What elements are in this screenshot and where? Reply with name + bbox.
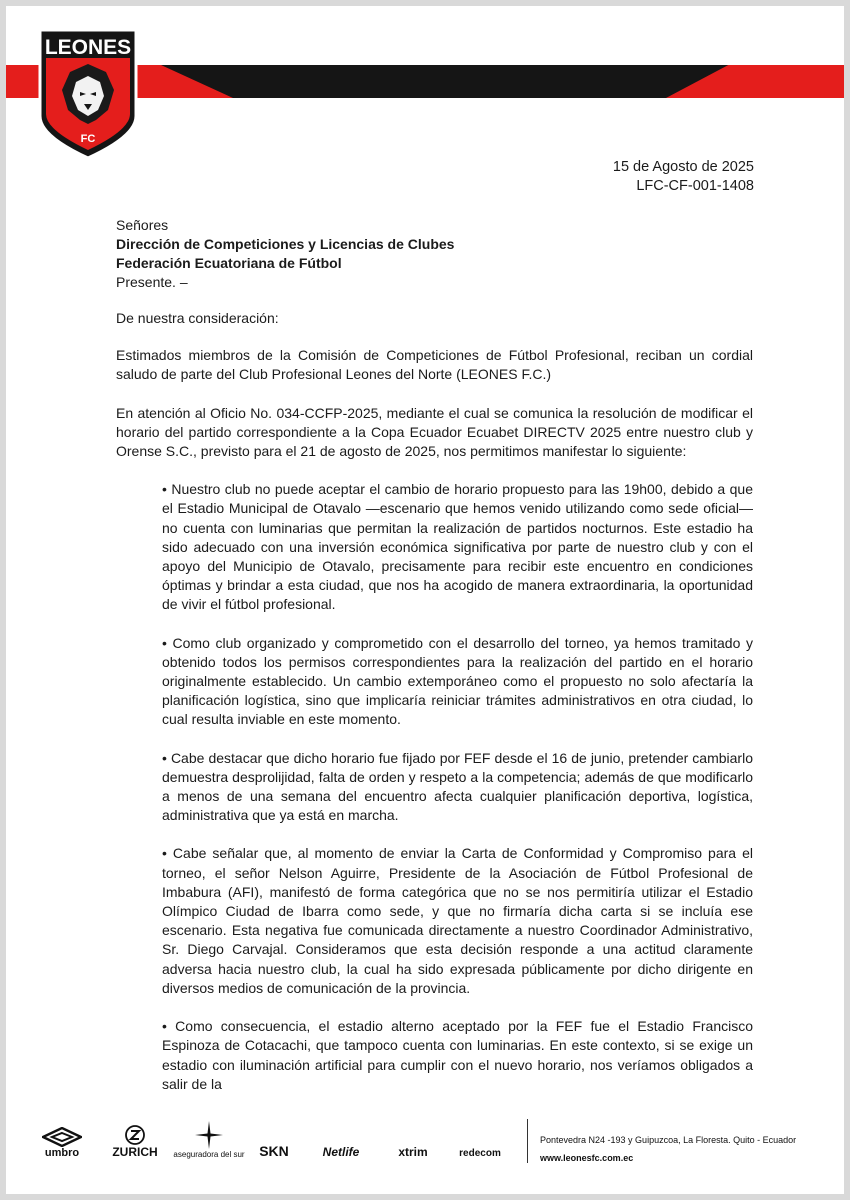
bullet-list (162, 480, 753, 1094)
header-band-black (161, 65, 761, 98)
sponsor-name: xtrim (398, 1145, 428, 1159)
club-logo (36, 24, 140, 162)
greeting: De nuestra consideración: (116, 310, 279, 326)
bullet-item: • Como consecuencia, el estadio alterno aceptado por la FEF fue el Estadio Francisco Espinoza de Cotacachi, que tampoco cuenta con luminarias. En este contexto, si se exige un estadio con iluminación artificial para cumplir con el nuevo horario, nos veríamos obligados a salir de la (162, 1018, 753, 1092)
footer-website-link[interactable]: www.leonesfc.com.ec (540, 1153, 634, 1163)
sponsor-umbro (36, 1111, 88, 1159)
bullet-item: • Cabe señalar que, al momento de enviar la Carta de Conformidad y Compromiso para el torneo, el señor Nelson Aguirre, Presidente de la Asociación de Fútbol Profesional de Imbabura (AFI), manifestó de forma categórica que no se nos permitiría utilizar el Estadio Olímpico Ciudad de Ibarra como sede, y que no firmaría dicha carta si se incluía ese escenario. Esta negativa fue comunicada directamente a nuestro Coordinador Administrativo, Sr. Diego Carvajal. Consideramos que esta decisión responde a una actitud claramente adversa hacia nuestro club, la cual ha sido expresada públicamente por dicho dirigente en diversos medios de comunicación de la provincia. (162, 845, 753, 996)
bullet-item: • Nuestro club no puede aceptar el cambio de horario propuesto para las 19h00, debido a que el Estadio Municipal de Otavalo —escenario que hemos venido utilizando como sede oficial— no cuenta con luminarias que permitan la realización de partidos nocturnos. Este estadio ha sido adecuado con una inversión económica significativa por parte de nuestro club y con el apoyo del Municipio de Otavalo, precisamente para recibir este encuentro en condiciones óptimas y brindar a esta ciudad, que nos ha acogido de manera extraordinaria, la oportunidad de vivir el fútbol profesional. (162, 481, 753, 613)
letter-page (6, 6, 844, 1194)
zurich-z-icon (125, 1125, 145, 1145)
sponsor-xtrim (386, 1111, 440, 1159)
star-cross-icon (194, 1120, 224, 1150)
sponsor-name: SKN (259, 1143, 289, 1159)
footer-contact (540, 1131, 796, 1167)
addressee-block (116, 216, 766, 292)
sponsor-name: Netlife (322, 1145, 360, 1159)
salutation-to: Señores (116, 217, 169, 233)
sponsor-name: redecom (459, 1148, 501, 1159)
sponsor-netlife (308, 1111, 374, 1159)
presente-line: Presente. – (116, 274, 188, 290)
sponsor-redecom (450, 1111, 510, 1159)
footer-address: Pontevedra N24 -193 y Guipuzcoa, La Floresta. Quito - Ecuador (540, 1135, 797, 1145)
sponsor-name: ZURICH (112, 1145, 158, 1159)
sponsor-aseguradora (174, 1111, 244, 1159)
sponsor-zurich (104, 1111, 166, 1159)
sponsor-name: umbro (44, 1147, 80, 1159)
footer-divider (527, 1119, 528, 1163)
umbro-diamond-icon (42, 1127, 82, 1147)
letter-date: 15 de Agosto de 2025 (612, 159, 754, 175)
letter-reference: LFC-CF-001-1408 (636, 178, 754, 194)
recipient-line-2: Federación Ecuatoriana de Fútbol (116, 255, 342, 271)
sponsor-name: aseguradora del sur (173, 1150, 245, 1159)
sponsor-skn (250, 1111, 298, 1159)
logo-fc-text: FC (80, 133, 96, 145)
paragraph-intro: Estimados miembros de la Comisión de Competiciones de Fútbol Profesional, reciban un cordial saludo de parte del Club Profesional Leones del Norte (LEONES F.C.) (116, 347, 753, 383)
footer (6, 1111, 844, 1171)
recipient-line-1: Dirección de Competiciones y Licencias de Clubes (116, 236, 455, 252)
bullet-item: • Cabe destacar que dicho horario fue fijado por FEF desde el 16 de junio, pretender cambiarlo demuestra desprolijidad, falta de orden y respeto a la competencia; además de que modificarlo a menos de una semana del encuentro afecta cualquier planificación deportiva, logística, administrativa que ya está en marcha. (162, 749, 753, 824)
letter-meta (613, 158, 754, 196)
letter-body (116, 309, 753, 1113)
logo-name-text: LEONES (44, 36, 132, 59)
bullet-item: • Como club organizado y comprometido con el desarrollo del torneo, ya hemos tramitado y obtenido todos los permisos correspondientes para la realización del partido en el horario originalmente establecido. Un cambio extemporáneo como el propuesto no solo afectaría la planificación logística, sino que implicaría reiniciar trámites administrativos en otra ciudad, lo cual resulta inviable en este momento. (162, 634, 753, 728)
paragraph-attention: En atención al Oficio No. 034-CCFP-2025, mediante el cual se comunica la resolución de modificar el horario del partido correspondiente a la Copa Ecuador Ecuabet DIRECTV 2025 entre nuestro club y Orense S.C., previsto para el 21 de agosto de 2025, nos permitimos manifestar lo siguiente: (116, 404, 753, 460)
